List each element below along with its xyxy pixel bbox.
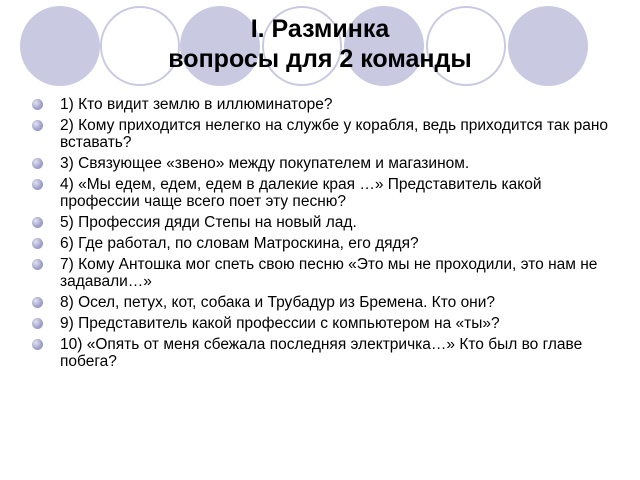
bullet-icon [32,339,43,350]
question-item [32,155,622,172]
question-item [32,96,622,113]
question-text: 2) Кому приходится нелегко на службе у корабля, ведь приходится так рано вставать? [60,117,609,151]
bullet-icon [32,259,43,270]
slide-title [0,14,640,74]
question-item [32,176,622,210]
question-text: 5) Профессия дяди Степы на новый лад. [60,214,357,231]
question-item [32,214,622,231]
bullet-icon [32,318,43,329]
question-text: 10) «Опять от меня сбежала последняя электричка…» Кто был во главе побега? [60,336,583,370]
question-text: 8) Осел, петух, кот, собака и Трубадур из Бремена. Кто они? [60,294,496,311]
bullet-icon [32,158,43,169]
bullet-icon [32,217,43,228]
question-item [32,336,622,370]
question-item [32,235,622,252]
question-item [32,315,622,332]
bullet-icon [32,120,43,131]
bullet-icon [32,297,43,308]
question-text: 7) Кому Антошка мог спеть свою песню «Это мы не проходили, это нам не задавали…» [60,256,598,290]
question-item [32,256,622,290]
question-text: 9) Представитель какой профессии с компьютером на «ты»? [60,315,500,332]
question-text: 1) Кто видит землю в иллюминаторе? [60,96,333,113]
bullet-icon [32,99,43,110]
question-text: 4) «Мы едем, едем, едем в далекие края …» Представитель какой профессии чаще всего поет эту песню? [60,176,542,210]
question-list [32,96,622,374]
slide-title-line-2: вопросы для 2 команды [168,45,472,73]
bullet-icon [32,238,43,249]
slide-title-line-1: I. Разминка [250,15,390,43]
question-item [32,117,622,151]
question-item [32,294,622,311]
bullet-icon [32,179,43,190]
question-text: 6) Где работал, по словам Матроскина, его дядя? [60,235,419,252]
question-text: 3) Связующее «звено» между покупателем и магазином. [60,155,470,172]
